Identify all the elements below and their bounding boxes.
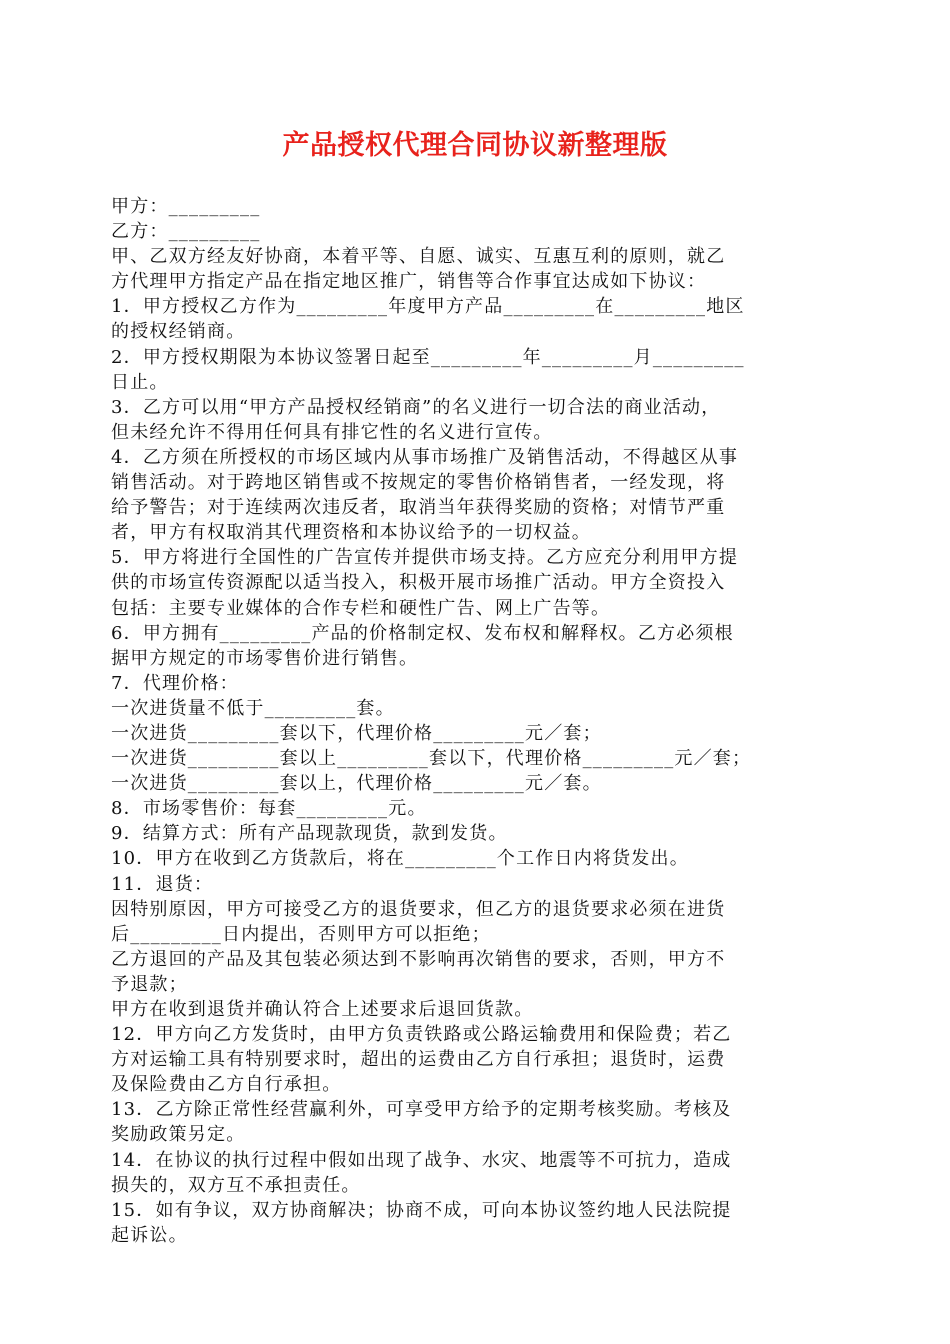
text-line: 2．甲方授权期限为本协议签署日起至_________年_________月_________ bbox=[111, 346, 745, 368]
text-line: 13．乙方除正常性经营赢利外，可享受甲方给予的定期考核奖励。考核及 bbox=[111, 1099, 732, 1121]
text-line: 12．甲方向乙方发货时，由甲方负责铁路或公路运输费用和保险费；若乙 bbox=[111, 1024, 732, 1046]
text-line: 奖励政策另定。 bbox=[111, 1124, 246, 1146]
text-line: 一次进货_________套以上_________套以下，代理价格_________元／套； bbox=[111, 748, 752, 770]
text-line: 甲、乙双方经友好协商，本着平等、自愿、诚实、互惠互利的原则，就乙 bbox=[111, 246, 726, 268]
text-line: 但未经允许不得用任何具有排它性的名义进行宣传。 bbox=[111, 421, 553, 443]
text-line: 4．乙方须在所授权的市场区域内从事市场推广及销售活动，不得越区从事 bbox=[111, 446, 739, 468]
text-line: 因特别原因，甲方可接受乙方的退货要求，但乙方的退货要求必须在进货 bbox=[111, 898, 726, 920]
text-line: 予退款； bbox=[111, 973, 188, 995]
text-line: 1．甲方授权乙方作为_________年度甲方产品_________在_________地区 bbox=[111, 296, 745, 318]
text-line: 供的市场宣传资源配以适当投入，积极开展市场推广活动。甲方全资投入 bbox=[111, 572, 726, 594]
text-line: 5．甲方将进行全国性的广告宣传并提供市场支持。乙方应充分利用甲方提 bbox=[111, 547, 739, 569]
text-line: 6．甲方拥有_________产品的价格制定权、发布权和解释权。乙方必须根 bbox=[111, 622, 734, 644]
text-line: 起诉讼。 bbox=[111, 1224, 188, 1246]
text-line: 的授权经销商。 bbox=[111, 321, 246, 343]
text-line: 据甲方规定的市场零售价进行销售。 bbox=[111, 647, 419, 669]
text-line: 9．结算方式：所有产品现款现货，款到发货。 bbox=[111, 823, 508, 845]
text-line: 方对运输工具有特别要求时，超出的运费由乙方自行承担；退货时，运费 bbox=[111, 1049, 726, 1071]
text-line: 方代理甲方指定产品在指定地区推广，销售等合作事宜达成如下协议： bbox=[111, 271, 707, 293]
document-body bbox=[111, 194, 841, 1248]
text-line: 给予警告；对于连续两次违反者，取消当年获得奖励的资格；对情节严重 bbox=[111, 497, 726, 519]
text-line: 甲方在收到退货并确认符合上述要求后退回货款。 bbox=[111, 999, 534, 1020]
text-line: 乙方退回的产品及其包装必须达到不影响再次销售的要求，否则，甲方不 bbox=[111, 948, 726, 970]
text-line: 15．如有争议，双方协商解决；协商不成，可向本协议签约地人民法院提 bbox=[111, 1199, 732, 1221]
text-line: 一次进货_________套以下，代理价格_________元／套； bbox=[111, 722, 602, 744]
text-line: 及保险费由乙方自行承担。 bbox=[111, 1074, 342, 1096]
document-title: 产品授权代理合同协议新整理版 bbox=[282, 130, 668, 161]
text-line: 8．市场零售价：每套_________元。 bbox=[111, 798, 427, 820]
text-line: 乙方：_________ bbox=[111, 221, 261, 243]
text-line: 14．在协议的执行过程中假如出现了战争、水灾、地震等不可抗力，造成 bbox=[111, 1149, 732, 1171]
text-line: 一次进货_________套以上，代理价格_________元／套。 bbox=[111, 773, 602, 795]
text-line: 包括：主要专业媒体的合作专栏和硬性广告、网上广告等。 bbox=[111, 597, 611, 619]
text-line: 11．退货： bbox=[111, 873, 214, 895]
text-line: 销售活动。对于跨地区销售或不按规定的零售价格销售者，一经发现，将 bbox=[111, 472, 726, 494]
text-line: 3．乙方可以用“甲方产品授权经销商”的名义进行一切合法的商业活动， bbox=[111, 396, 721, 418]
text-line: 10．甲方在收到乙方货款后，将在_________个工作日内将货发出。 bbox=[111, 848, 689, 870]
text-line: 一次进货量不低于_________套。 bbox=[111, 697, 395, 719]
text-line: 甲方：_________ bbox=[111, 196, 261, 217]
text-line: 后_________日内提出，否则甲方可以拒绝； bbox=[111, 923, 491, 945]
text-line: 7．代理价格： bbox=[111, 672, 239, 694]
text-line: 损失的，双方互不承担责任。 bbox=[111, 1174, 361, 1196]
text-line: 者，甲方有权取消其代理资格和本协议给予的一切权益。 bbox=[111, 522, 591, 544]
text-line: 日止。 bbox=[111, 371, 169, 393]
